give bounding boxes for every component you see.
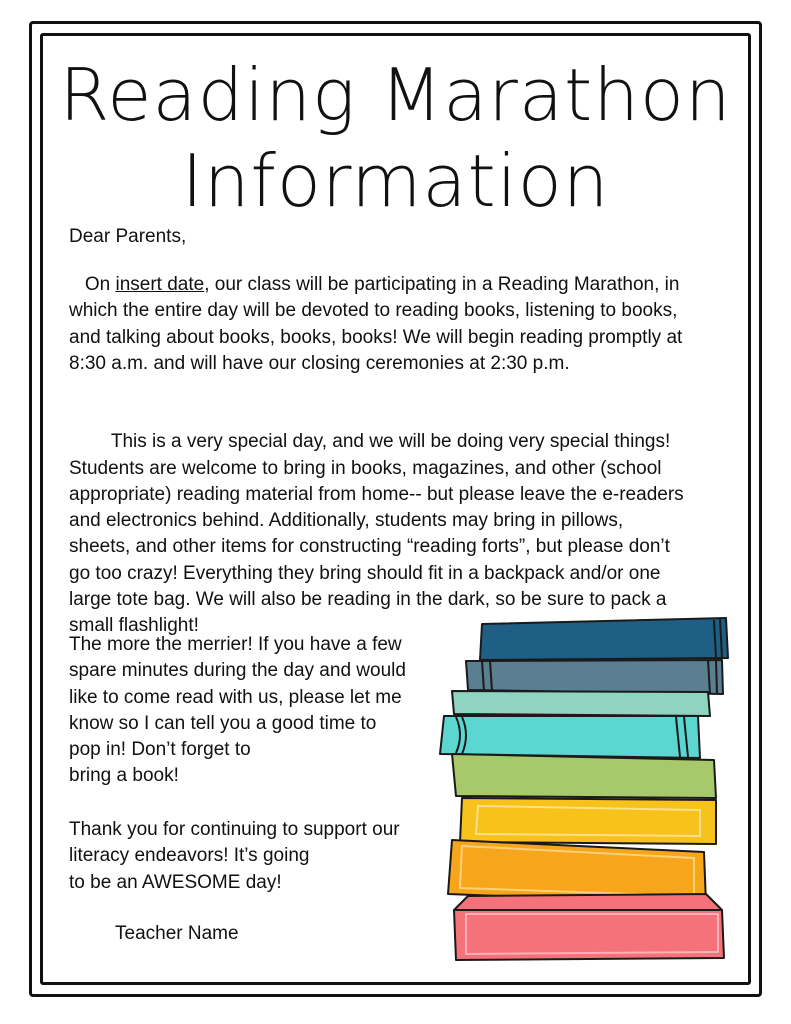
- book-yellow: [460, 798, 716, 844]
- book-green: [452, 754, 716, 798]
- paragraph-thank-you: [69, 817, 400, 896]
- paragraph-line: which the entire day will be devoted to reading books, listening to books,: [69, 300, 678, 322]
- paragraph-line: This is a very special day, and we will be doing very special things!: [69, 431, 671, 453]
- line-suffix: , our class will be participating in a Reading Marathon, in: [204, 274, 680, 295]
- paragraph-line: like to come read with us, please let me: [69, 686, 402, 708]
- paragraph-line: and talking about books, books, books! We will begin reading promptly at: [69, 326, 683, 348]
- page-title-line-2: Information: [181, 139, 610, 223]
- paragraph-line: large tote bag. We will also be reading in the dark, so be sure to pack a: [69, 589, 667, 611]
- paragraph-line: Thank you for continuing to support our: [69, 819, 400, 840]
- paragraph-line: The more the merrier! If you have a few: [69, 634, 402, 655]
- book-slate: [466, 660, 723, 694]
- paragraph-line: bring a book!: [69, 765, 179, 787]
- line-prefix: On: [69, 274, 116, 295]
- insert-date-placeholder: insert date: [115, 274, 205, 295]
- paragraph-line: literacy endeavors! It’s going: [69, 845, 310, 867]
- paragraph-line: spare minutes during the day and would: [69, 660, 406, 682]
- paragraph-line: pop in! Don’t forget to: [69, 739, 251, 761]
- paragraph-line: and electronics behind. Additionally, students may bring in pillows,: [69, 510, 624, 532]
- paragraph-line: Students are welcome to bring in books, magazines, and other (school: [69, 457, 662, 479]
- paragraph-volunteers: [69, 632, 406, 790]
- book-stack-illustration: [438, 614, 732, 964]
- paragraph-date-info: [69, 272, 682, 377]
- book-mint: [452, 691, 710, 716]
- paragraph-line: to be an AWESOME day!: [69, 871, 282, 893]
- paragraph-line: know so I can tell you a good time to: [69, 712, 377, 734]
- page-title-line-1: Reading Marathon: [59, 53, 732, 137]
- book-pink: [454, 894, 724, 960]
- signature-teacher-name: Teacher Name: [115, 923, 239, 944]
- book-navy: [480, 618, 728, 660]
- paragraph-line: sheets, and other items for constructing “reading forts”, but please don’t: [69, 536, 670, 558]
- paragraph-line: small flashlight!: [69, 615, 199, 637]
- paragraph-line: [69, 272, 682, 298]
- greeting: Dear Parents,: [69, 226, 187, 247]
- paragraph-line: 8:30 a.m. and will have our closing ceremonies at 2:30 p.m.: [69, 352, 570, 374]
- book-turquoise: [440, 716, 700, 758]
- paragraph-line: appropriate) reading material from home-- but please leave the e-readers: [69, 483, 684, 505]
- paragraph-line: go too crazy! Everything they bring should fit in a backpack and/or one: [69, 562, 661, 584]
